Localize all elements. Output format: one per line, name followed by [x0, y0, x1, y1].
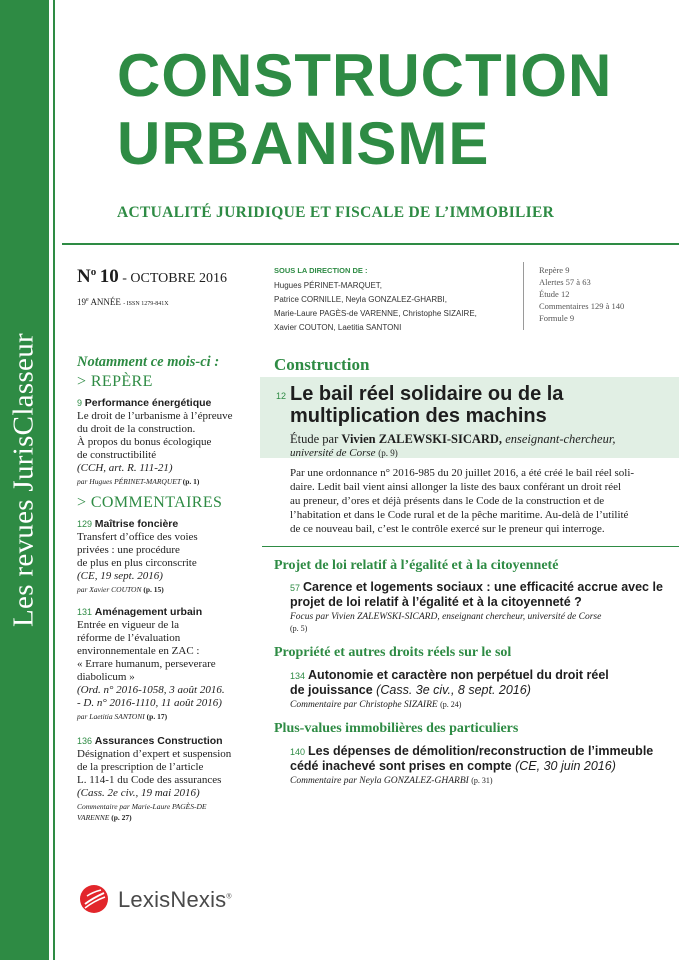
page-ref: (p. 5): [290, 624, 308, 633]
feature-title-line[interactable]: multiplication des machins: [290, 405, 547, 427]
item-text: Entrée en vigueur de la: [77, 619, 180, 631]
item-text: L. 114-1 du Code des assurances: [77, 774, 222, 786]
item-text: Le droit de l’urbanisme à l’épreuve: [77, 410, 233, 422]
right-section-head: Projet de loi relatif à l’égalité et à la citoyenneté: [274, 558, 559, 573]
abstract-line: l’habitation et dans le Code rural et de la pêche maritime. Au-delà de l’utilité: [290, 509, 629, 521]
item-text: de constructibilité: [77, 449, 157, 461]
issue-year: [77, 297, 169, 307]
item-text: Désignation d’expert et suspension: [77, 748, 232, 760]
item-title: Aménagement urbain: [94, 606, 203, 618]
ref-line: Alertes 57 à 63: [539, 277, 591, 287]
item-text: environnementale en ZAC :: [77, 645, 200, 657]
feature-section: Construction: [274, 355, 370, 374]
item-ref: (CE, 19 sept. 2016): [77, 570, 163, 582]
author: Commentaire par Neyla GONZALEZ-GHARBI: [290, 776, 469, 786]
logo-reg: ®: [226, 893, 232, 901]
item-title: Maîtrise foncière: [94, 518, 179, 530]
author: par Hugues PÉRINET-MARQUET: [77, 477, 181, 486]
author-role: enseignant-chercheur,: [505, 432, 616, 446]
right-item-author: [290, 612, 601, 622]
direction-line: Hugues PÉRINET-MARQUET,: [274, 281, 383, 290]
year-sup: e: [86, 297, 89, 303]
author: par Xavier COUTON: [77, 585, 142, 594]
band-label: Les revues JurisClasseur: [7, 333, 40, 627]
item-number: 134: [290, 671, 306, 681]
page-ref: (p. 27): [111, 813, 132, 822]
year-label: ANNÉE: [90, 297, 121, 307]
item-text: « Errare humanum, perseverare: [77, 658, 216, 670]
issue-n: N: [77, 266, 91, 287]
title-line: Carence et logements sociaux : une efficacité accrue avec le: [303, 580, 663, 594]
direction-label: SOUS LA DIRECTION DE :: [274, 266, 368, 275]
item-ref: (CE, 30 juin 2016): [515, 759, 616, 773]
item-author: Commentaire par Marie-Laure PAGÈS-DE: [77, 802, 207, 811]
journal-title-line1: CONSTRUCTION: [117, 42, 613, 109]
right-section-head: Propriété et autres droits réels sur le sol: [274, 645, 512, 660]
item-text: de la prescription de l’article: [77, 761, 204, 773]
item-ref: (CCH, art. R. 111-21): [77, 462, 173, 474]
title-line: de jouissance: [290, 683, 373, 697]
item-title-row[interactable]: [77, 518, 178, 531]
logo-name: LexisNexis: [118, 887, 227, 912]
abstract-line: au preneur, d’ores et déjà présents dans le Code de la construction et de: [290, 495, 605, 507]
item-title-row[interactable]: [77, 606, 202, 619]
page-ref: (p. 9): [378, 448, 398, 458]
ref-line: Repère 9: [539, 265, 570, 275]
item-ref: - D. n° 2016-1110, 11 août 2016): [77, 697, 222, 709]
item-author: [77, 712, 167, 721]
ref-line: Formule 9: [539, 313, 575, 323]
item-text: du droit de la construction.: [77, 423, 196, 435]
right-item-title[interactable]: [290, 580, 663, 596]
item-text: diabolicum »: [77, 671, 135, 683]
section-rule: [262, 546, 679, 547]
right-item-title[interactable]: [290, 683, 531, 698]
lexisnexis-logo-icon: [79, 884, 109, 914]
journal-subtitle: ACTUALITÉ JURIDIQUE ET FISCALE DE L’IMMOBILIER: [117, 204, 555, 221]
issue-date: - OCTOBRE 2016: [122, 271, 227, 286]
item-title: Performance énergétique: [84, 397, 212, 409]
author: par Laetitia SANTONI: [77, 712, 145, 721]
item-title: Assurances Construction: [94, 735, 223, 747]
direction-line: Patrice CORNILLE, Neyla GONZALEZ-GHARBI,: [274, 295, 447, 304]
item-ref: (Ord. n° 2016-1058, 3 août 2016.: [77, 684, 225, 696]
item-number: 129: [77, 519, 93, 529]
item-text: Transfert d’office des voies: [77, 531, 198, 543]
abstract-line: daire. Ledit bail vient ainsi allonger la liste des baux conférant un droit réel: [290, 481, 622, 493]
right-item-title[interactable]: [290, 668, 609, 684]
item-author: [77, 813, 132, 822]
item-text: réforme de l’évaluation: [77, 632, 181, 644]
page-ref: (p. 17): [146, 712, 168, 721]
page-ref: (p. 15): [143, 585, 164, 594]
author: VARENNE: [77, 813, 110, 822]
year-num: 19: [77, 297, 86, 307]
feature-affiliation: [290, 447, 398, 459]
repere-title-row[interactable]: [77, 397, 211, 410]
item-number: 57: [290, 583, 301, 593]
issn: - ISSN 1279-841X: [123, 301, 169, 307]
item-author: [77, 585, 164, 594]
ref-line: Étude 12: [539, 289, 570, 299]
issue-o: o: [90, 266, 97, 278]
author: Commentaire par Christophe SIZAIRE: [290, 700, 438, 710]
feature-byline: [290, 432, 615, 447]
feature-title-line[interactable]: Le bail réel solidaire ou de la: [290, 383, 564, 405]
issue-number: [77, 266, 227, 288]
item-ref: (Cass. 3e civ., 8 sept. 2016): [376, 683, 531, 697]
abstract-line: de ce nouveau bail, c’est le contrôle exercé sur le preneur qui interroge.: [290, 523, 605, 535]
item-ref: (Cass. 2e civ., 19 mai 2016): [77, 787, 200, 799]
masthead-rule: [62, 243, 679, 245]
page-ref: (p. 24): [440, 700, 462, 709]
title-line: Les dépenses de démolition/reconstruction de l’immeuble: [308, 744, 654, 758]
author-affil: université de Corse: [290, 447, 376, 459]
feature-number: 12: [276, 391, 287, 401]
publisher-logo-text: [118, 887, 232, 913]
item-number: 136: [77, 736, 93, 746]
vertical-divider: [523, 262, 524, 330]
right-item-title[interactable]: [290, 759, 616, 774]
feature-author: Vivien ZALEWSKI-SICARD,: [341, 432, 503, 446]
section-head-repere: > REPÈRE: [77, 373, 153, 390]
item-title-row[interactable]: [77, 735, 223, 748]
right-item-page: [290, 624, 307, 634]
right-section-head: Plus-values immobilières des particuliers: [274, 721, 519, 736]
ref-line: Commentaires 129 à 140: [539, 301, 625, 311]
direction-line: Marie-Laure PAGÈS-de VARENNE, Christophe SIZAIRE,: [274, 309, 477, 318]
title-line: Autonomie et caractère non perpétuel du droit réel: [308, 668, 609, 682]
item-author: [77, 477, 199, 486]
abstract-line: Par une ordonnance n° 2016-985 du 20 juillet 2016, a été créé le bail réel soli-: [290, 467, 635, 479]
issue-num: 10: [99, 266, 119, 287]
item-number: 9: [77, 398, 83, 408]
title-line: cédé inachevé sont prises en compte: [290, 759, 512, 773]
journal-title-line2: URBANISME: [117, 110, 490, 177]
direction-line: Xavier COUTON, Laetitia SANTONI: [274, 323, 402, 332]
page-ref: (p. 1): [182, 477, 200, 486]
author: Focus par Vivien ZALEWSKI-SICARD, enseignant chercheur, université de Corse: [290, 612, 602, 622]
by-prefix: Étude par: [290, 432, 339, 446]
item-number: 131: [77, 607, 93, 617]
item-number: 140: [290, 747, 306, 757]
right-item-title[interactable]: [290, 744, 653, 760]
right-item-author: [290, 776, 493, 786]
band-stripe: [53, 0, 55, 960]
item-text: privées : une procédure: [77, 544, 180, 556]
page-ref: (p. 31): [471, 776, 493, 785]
right-item-title[interactable]: projet de loi relatif à l’égalité et à la citoyenneté ?: [290, 595, 582, 609]
item-text: À propos du bonus écologique: [77, 436, 212, 448]
right-item-author: [290, 700, 461, 710]
highlights-intro: Notamment ce mois-ci :: [77, 354, 220, 370]
section-head-commentaires: > COMMENTAIRES: [77, 494, 223, 511]
item-text: de plus en plus circonscrite: [77, 557, 197, 569]
